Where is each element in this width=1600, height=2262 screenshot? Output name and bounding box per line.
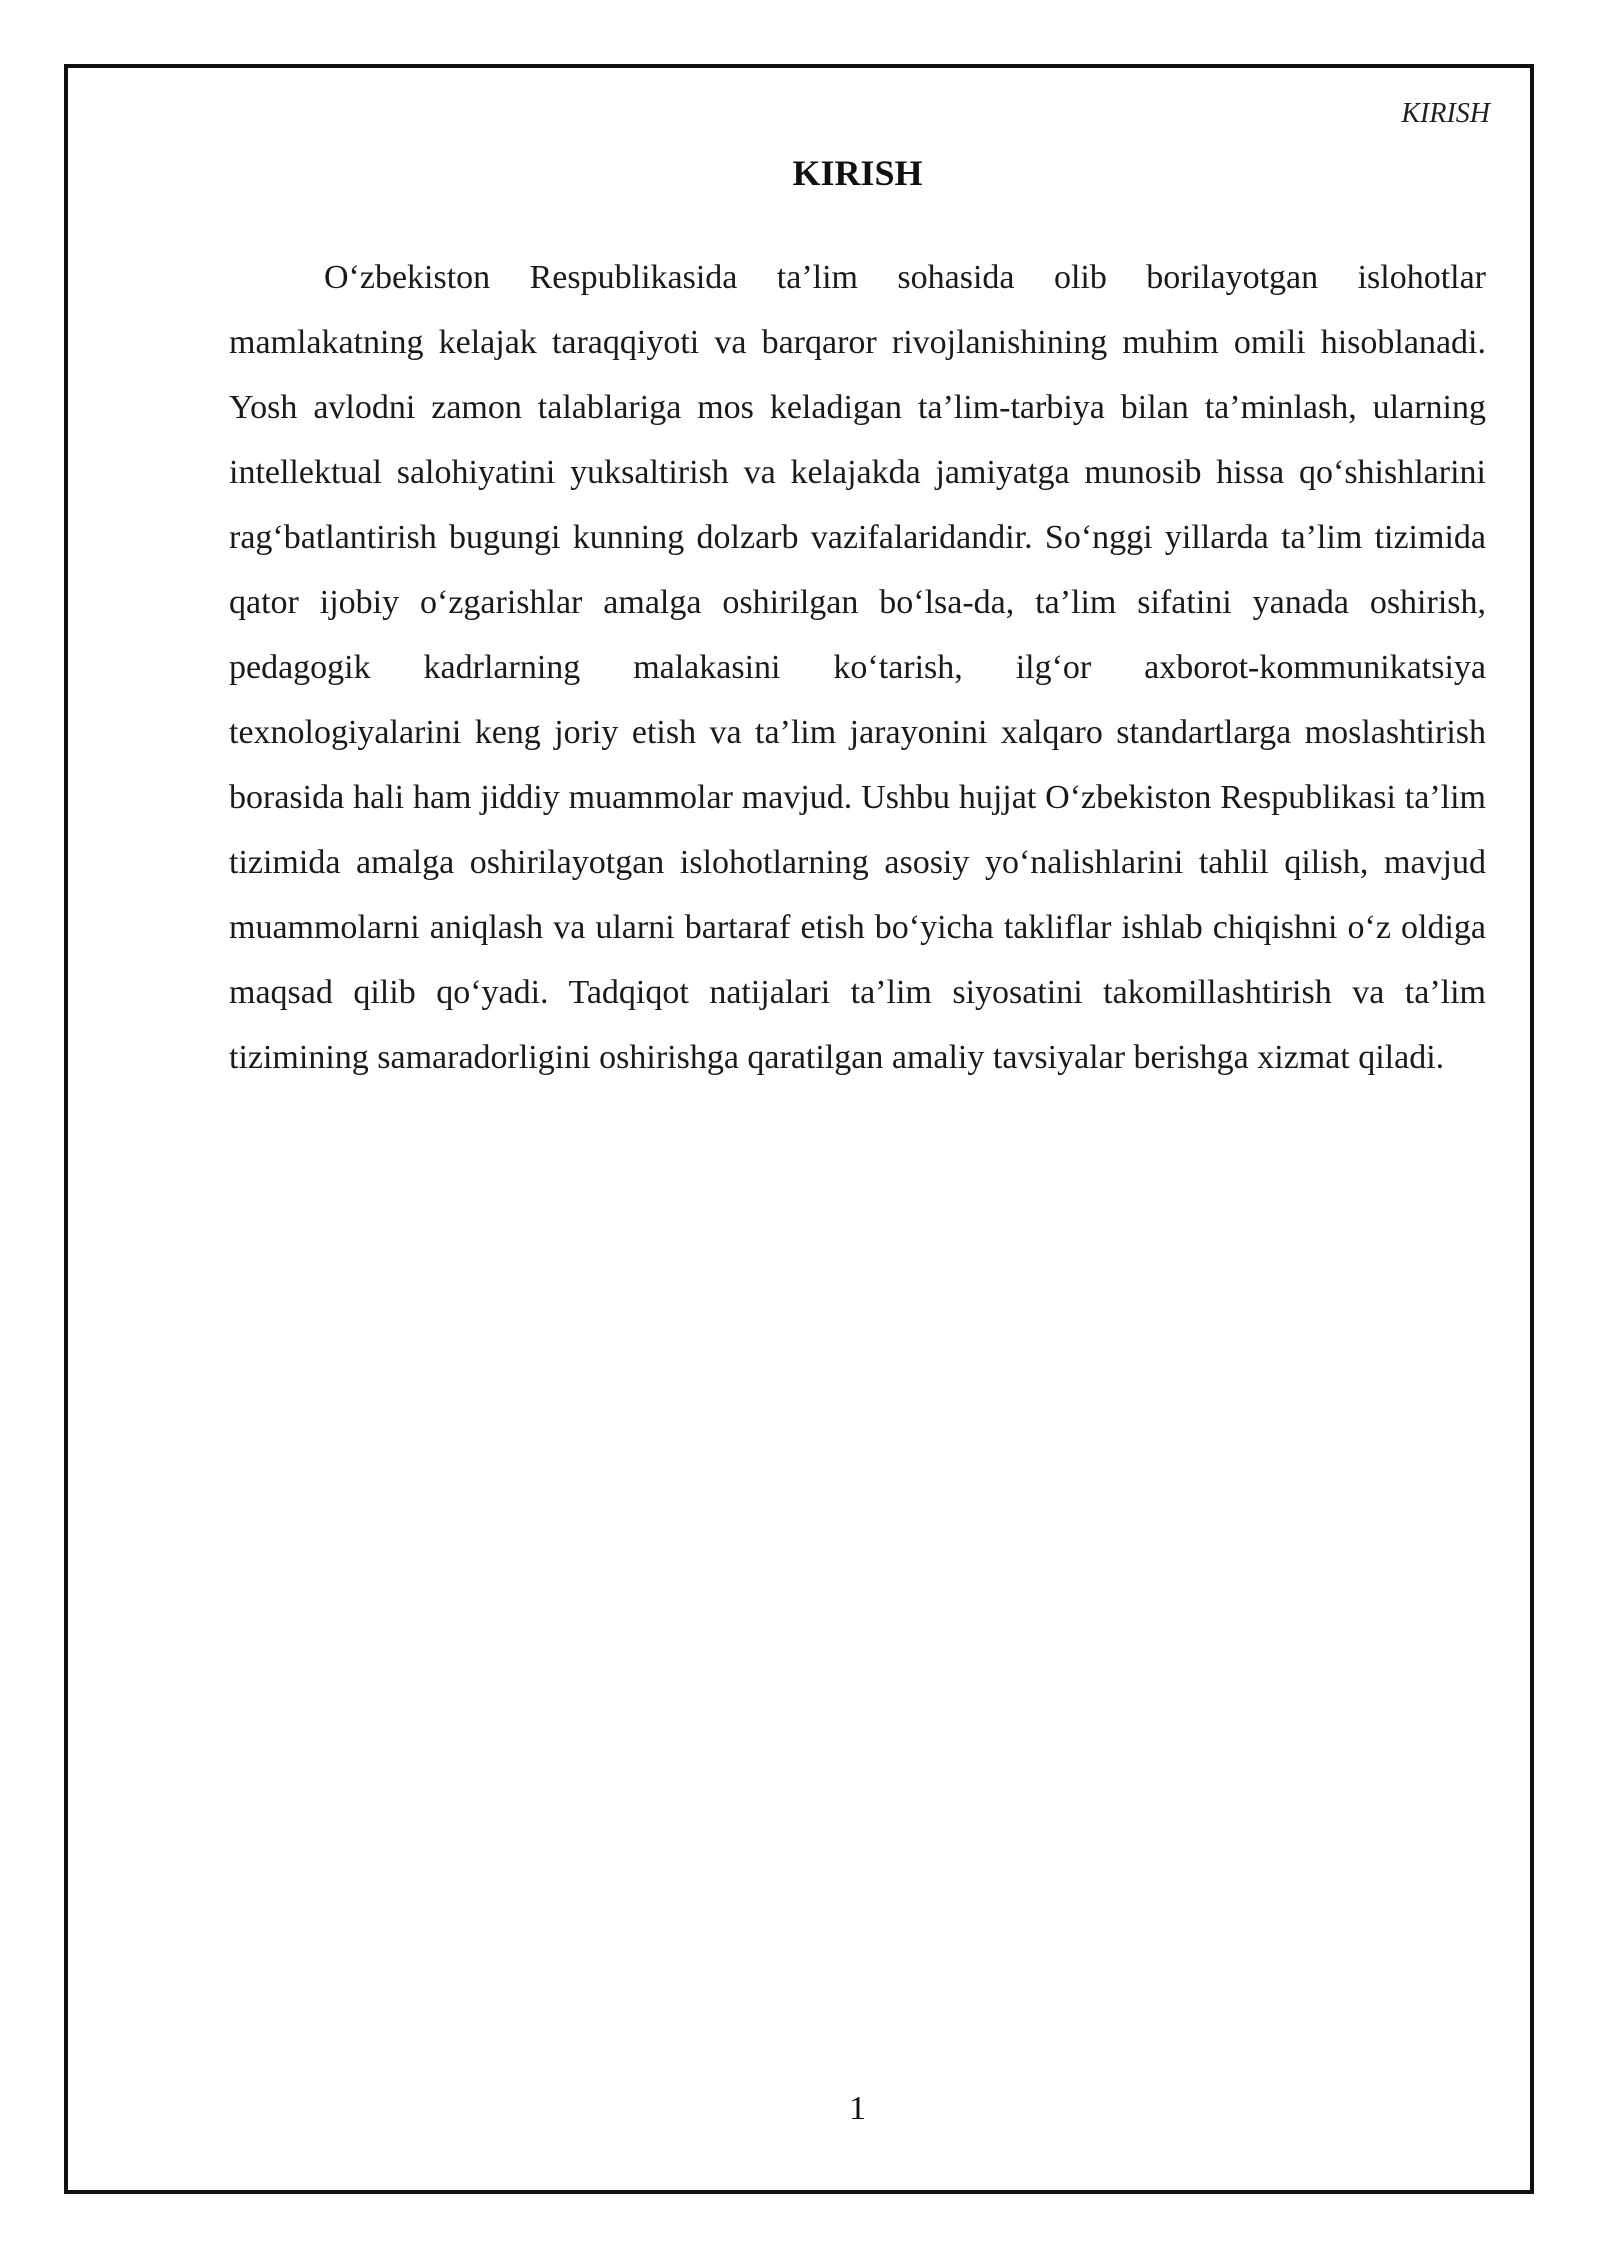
page-number: 1	[849, 2090, 866, 2127]
page-title: KIRISH	[792, 153, 923, 193]
running-header: KIRISH	[1401, 98, 1490, 129]
intro-paragraph: O‘zbekiston Respublikasida ta’lim sohasida olib borilayotgan islohotlar mamlakatning kelajak taraqqiyoti va barqaror rivojlanishining muhim omili hisoblanadi. Yosh avlodni zamon talablariga mos keladigan ta’lim-tarbiya bilan ta’minlash, ularning intellektual salohiyatini yuksaltirish va kelajakda jamiyatga munosib hissa qo‘shishlarini rag‘batlantirish bugungi kunning dolzarb vazifalaridandir. So‘nggi yillarda ta’lim tizimida qator ijobiy o‘zgarishlar amalga oshirilgan bo‘lsa-da, ta’lim sifatini yanada oshirish, pedagogik kadrlarning malakasini ko‘tarish, ilg‘or axborot-kommunikatsiya texnologiyalarini keng joriy etish va ta’lim jarayonini xalqaro standartlarga moslashtirish borasida hali ham jiddiy muammolar mavjud. Ushbu hujjat O‘zbekiston Respublikasi ta’lim tizimida amalga oshirilayotgan islohotlarning asosiy yo‘nalishlarini tahlil qilish, mavjud muammolarni aniqlash va ularni bartaraf etish bo‘yicha takliflar ishlab chiqishni o‘z oldiga maqsad qilib qo‘yadi. Tadqiqot natijalari ta’lim siyosatini takomillashtirish va ta’lim tizimining samaradorligini oshirishga qaratilgan amaliy tavsiyalar berishga xizmat qiladi.	[229, 259, 1486, 1076]
